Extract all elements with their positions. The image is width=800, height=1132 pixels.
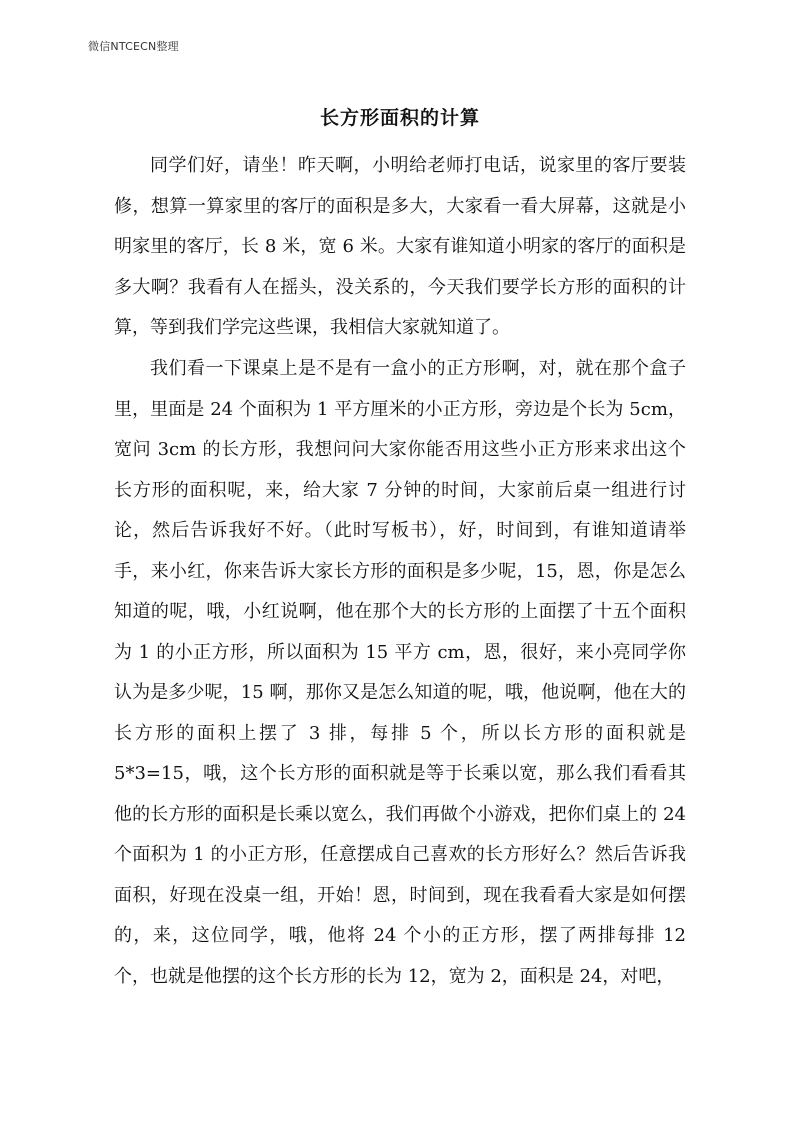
document-body-paragraph-1 (114, 146, 686, 349)
document-body-paragraph-2 (114, 349, 686, 997)
paragraph: 同学们好，请坐！昨天啊，小明给老师打电话，说家里的客厅要装修，想算一算家里的客厅的面积是多大，大家看一看大屏幕，这就是小明家里的客厅，长 8 米，宽 6 米。大家有谁知道小明家的客厅的面积是多大啊？我看有人在摇头，没关系的，今天我们要学长方形的面积的计算，等到我们学完这些课，我相信大家就知道了。 (114, 155, 686, 338)
header-note: 微信NTCECN整理 (88, 40, 179, 53)
paragraph: 我们看一下课桌上是不是有一盒小的正方形啊，对，就在那个盒子里，里面是 24 个面积为 1 平方厘米的小正方形，旁边是个长为 5cm，宽问 3cm 的长方形，我想问问大家你能否用这些小正方形来求出这个长方形的面积呢，来，给大家 7 分钟的时间，大家前后桌一组进行讨论，然后告诉我好不好。（此时写板书），好，时间到，有谁知道请举手，来小红，你来告诉大家长方形的面积是多少呢，15，恩，你是怎么知道的呢，哦，小红说啊，他在那个大的长方形的上面摆了十五个面积为 1 的小正方形，所以面积为 15 平方 cm，恩，很好，来小亮同学你认为是多少呢，15 啊，那你又是怎么知道的呢，哦，他说啊，他在大的长方形的面积上摆了 3 排，每排 5 个，所以长方形的面积就是 5*3=15，哦，这个长方形的面积就是等于长乘以宽，那么我们看看其他的长方形的面积是长乘以宽么，我们再做个小游戏，把你们桌上的 24 个面积为 1 的小正方形，任意摆成自己喜欢的长方形好么？然后告诉我面积，好现在没桌一组，开始！恩，时间到，现在我看看大家是如何摆的，来，这位同学，哦，他将 24 个小的正方形，摆了两排每排 12 个，也就是他摆的这个长方形的长为 12，宽为 2，面积是 24，对吧， (114, 358, 686, 987)
page-title: 长方形面积的计算 (319, 107, 480, 129)
